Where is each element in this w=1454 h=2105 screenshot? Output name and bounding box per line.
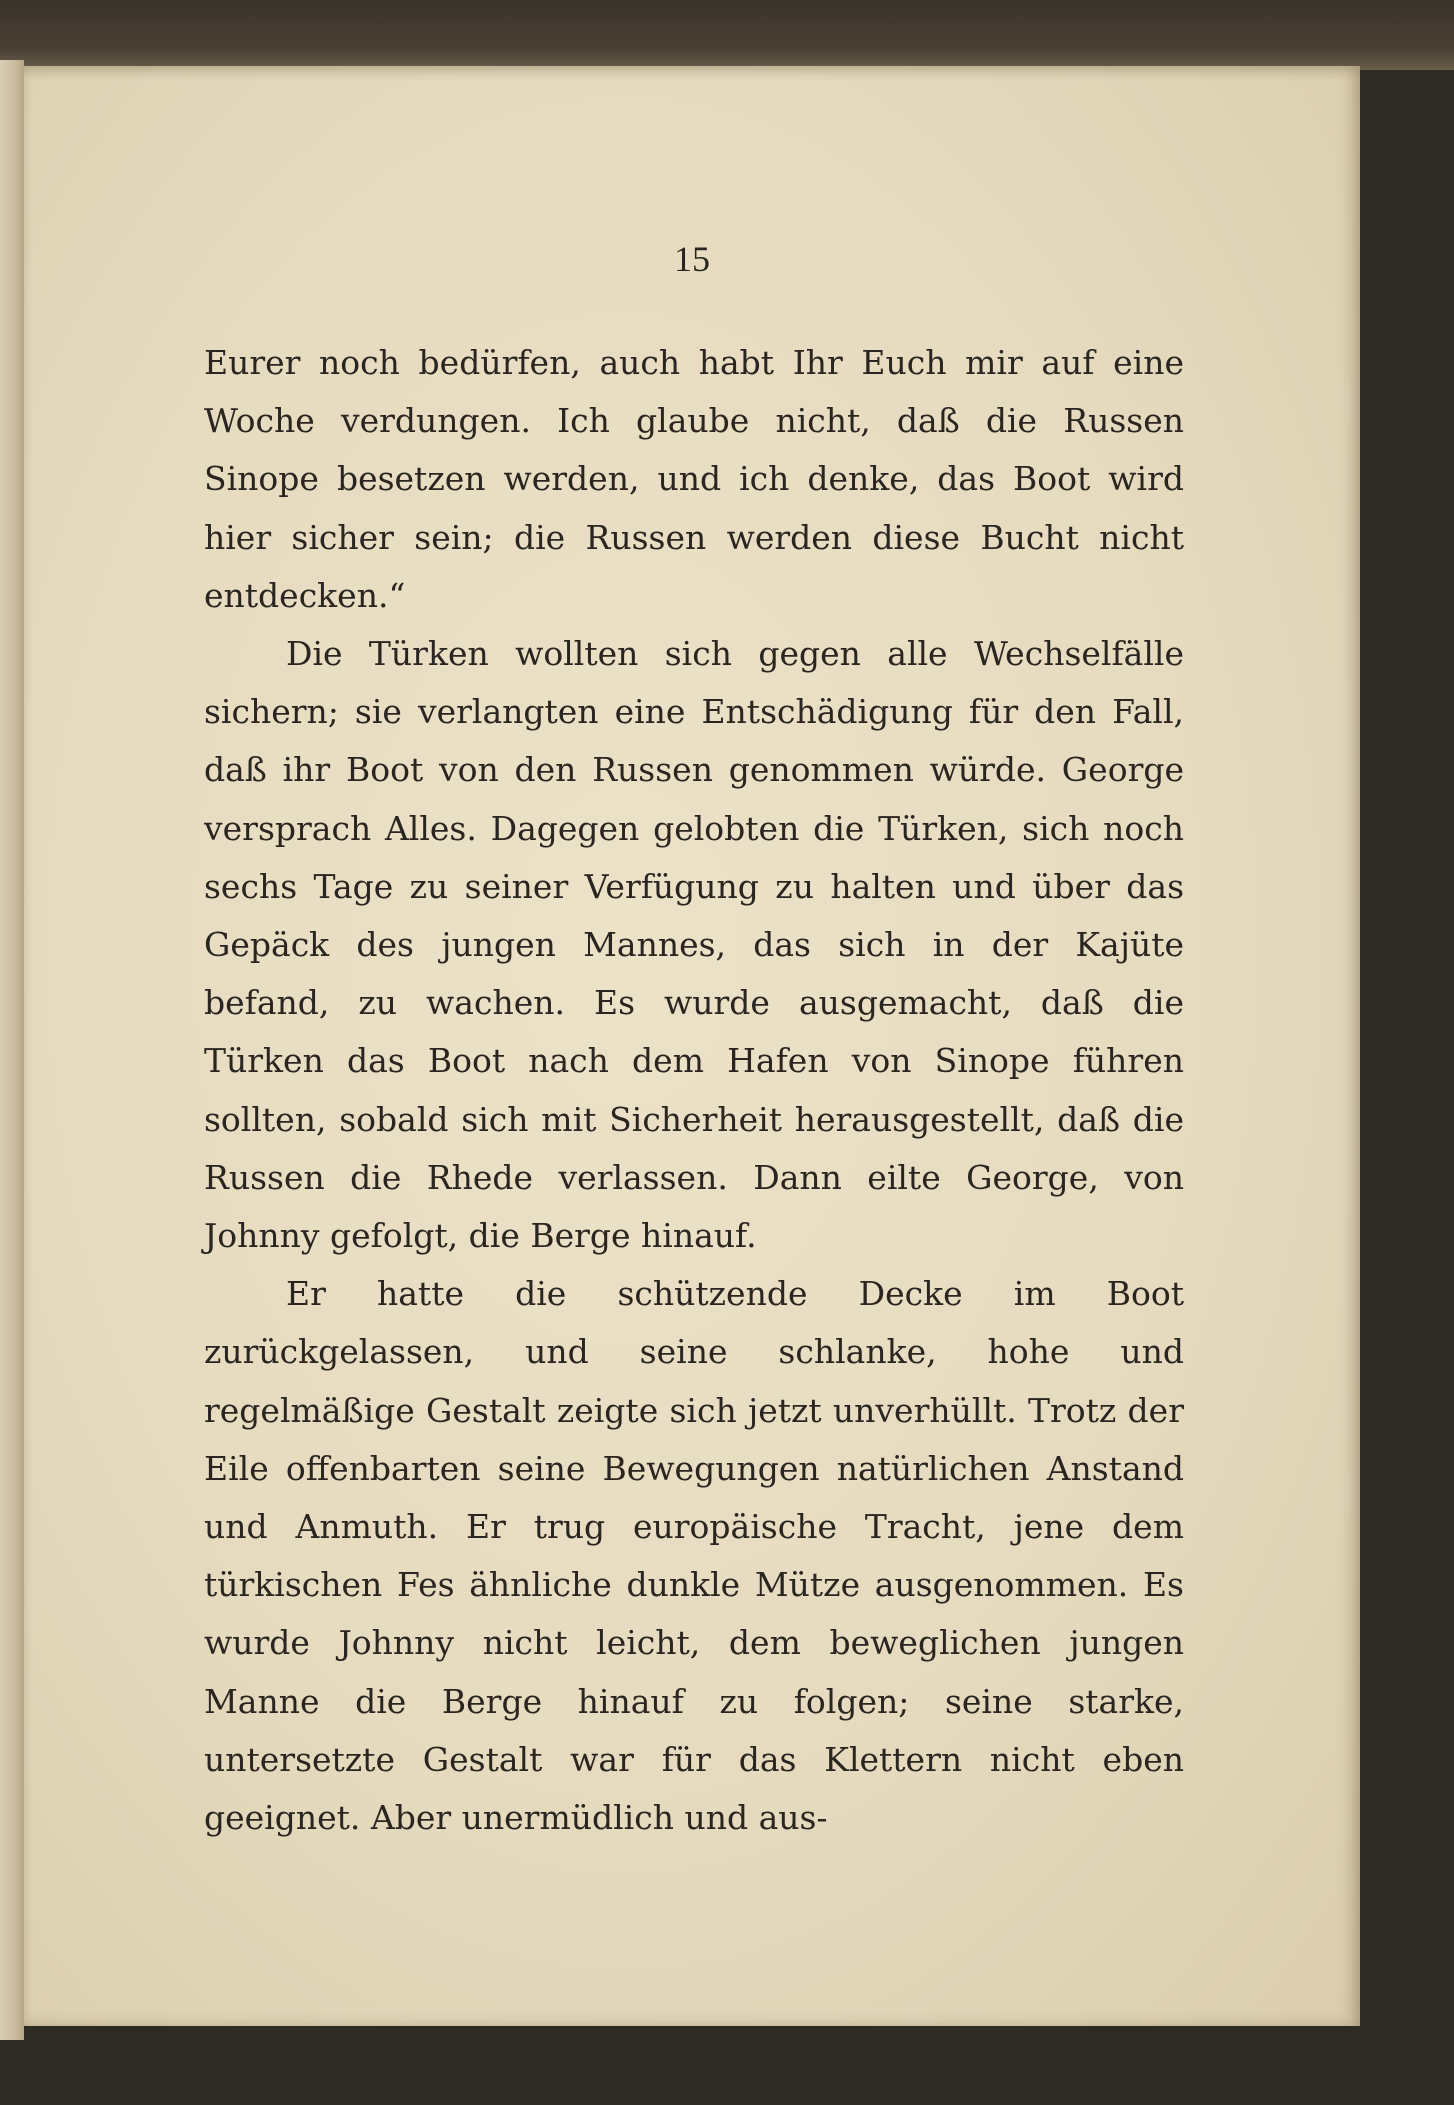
page-body [204, 334, 1184, 1847]
paragraph: Die Türken wollten sich gegen alle Wechselfälle sichern; sie verlangten eine Entschädigung für den Fall, daß ihr Boot von den Russen genommen würde. George versprach Alles. Dagegen gelobten die Türken, sich noch sechs Tage zu seiner Verfügung zu halten und über das Gepäck des jungen Mannes, das sich in der Kajüte befand, zu wachen. Es wurde ausgemacht, daß die Türken das Boot nach dem Hafen von Sinope führen sollten, sobald sich mit Sicherheit herausgestellt, daß die Russen die Rhede verlassen. Dann eilte George, von Johnny gefolgt, die Berge hinauf. [204, 634, 1184, 1256]
page-number: 15 [674, 239, 710, 279]
previous-page-edge [0, 60, 24, 2040]
paragraph: Er hatte die schützende Decke im Boot zurückgelassen, und seine schlanke, hohe und regelmäßige Gestalt zeigte sich jetzt unverhüllt. Trotz der Eile offenbarten seine Bewegungen natürlichen Anstand und Anmuth. Er trug europäische Tracht, jene dem türkischen Fes ähnliche dunkle Mütze ausgenommen. Es wurde Johnny nicht leicht, dem beweglichen jungen Manne die Berge hinauf zu folgen; seine starke, untersetzte Gestalt war für das Klettern nicht eben geeignet. Aber unermüdlich und aus- [204, 1274, 1184, 1838]
paragraph: Eurer noch bedürfen, auch habt Ihr Euch mir auf eine Woche verdungen. Ich glaube nicht, daß die Russen Sinope besetzen werden, und ich denke, das Boot wird hier sicher sein; die Russen werden diese Bucht nicht entdecken.“ [204, 343, 1184, 615]
book-spine-edge [0, 0, 1454, 70]
book-page [24, 66, 1360, 2026]
